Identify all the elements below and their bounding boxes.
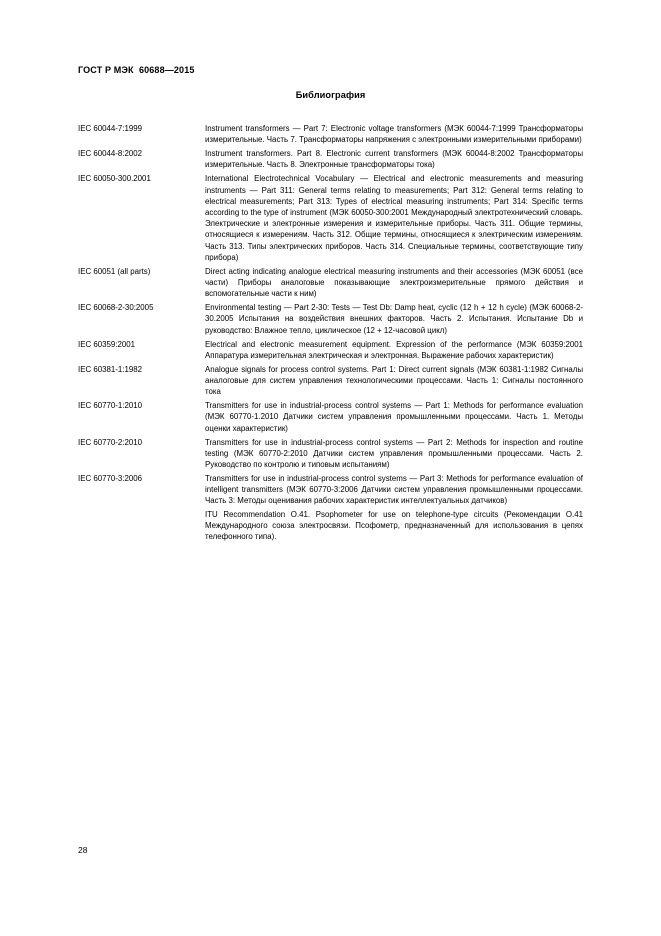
entry-code: IEC 60044-7:1999 bbox=[78, 124, 143, 133]
page-number: 28 bbox=[78, 845, 88, 855]
entry-description bbox=[205, 173, 583, 263]
entry-description bbox=[205, 148, 583, 170]
entry-text-itu: ITU Recommendation O.41. Psophometer for use on telephone-type circuits (Рекомендации О.41 Международного союза электросвязи. Псофометр, предназначенный для использования в цепях телефонного типа). bbox=[205, 509, 583, 542]
entry-description bbox=[205, 266, 583, 300]
bibliography-entry bbox=[78, 339, 583, 361]
entry-code: IEC 60068-2-30:2005 bbox=[78, 303, 154, 313]
bibliography-entry bbox=[78, 473, 583, 542]
entry-code: IEC 60770-2:2010 bbox=[78, 437, 143, 447]
entry-description bbox=[205, 400, 583, 434]
bibliography-list bbox=[78, 123, 583, 545]
entry-description bbox=[205, 437, 583, 471]
entry-code: IEC 60050-300.2001 bbox=[78, 174, 151, 184]
entry-text: Analogue signals for process control systems. Part 1: Direct current signals (МЭК 60381-1:1982 Сигналы аналоговые для систем управления технологическими процессами. Часть 1: Сигналы постоянного тока bbox=[205, 364, 583, 397]
bibliography-entry bbox=[78, 123, 583, 145]
bibliography-entry bbox=[78, 266, 583, 300]
entry-text: Transmitters for use in industrial-process control systems — Part 1: Methods for performance evaluation (МЭК 60770-1.2010 Датчики систем управления промышленными процессами. Часть 1. Методы оценки характеристик) bbox=[205, 401, 583, 433]
entry-code: IEC 60044-8:2002 bbox=[78, 149, 143, 159]
entry-text: Instrument transformers. Part 8. Electronic current transformers (МЭК 60044-8:2002 Трансформаторы измерительные. Часть 8. Электронные трансформаторы тока) bbox=[205, 149, 583, 170]
entry-text: Environmental testing — Part 2-30: Tests — Test Db: Damp heat, cyclic (12 h + 12 h cycle) (МЭК 60068-2-30.2005 Испытания на воздействия внешних факторов. Часть 2. Испытания. Испытание Db и руководство: Влажное тепло, циклическое (12 + 12-часовой цикл) bbox=[205, 303, 583, 335]
entry-description bbox=[205, 364, 583, 398]
entry-code: IEC 60359:2001 bbox=[78, 339, 136, 349]
entry-text: Transmitters for use in industrial-process control systems — Part 3: Methods for performance evaluation of intelligent transmitters (МЭК 60770-3:2006 Датчики систем управления промышленными процессами. Часть 3: Методы оценивания рабочих характеристик интеллектуальных датчиков) bbox=[205, 474, 583, 506]
entry-description bbox=[205, 473, 583, 542]
entry-code: IEC 60770-1:2010 bbox=[78, 401, 143, 411]
bibliography-entry bbox=[78, 400, 583, 434]
entry-text: Electrical and electronic measurement equipment. Expression of the performance (МЭК 60359:2001 Аппаратура измерительная электрическая и электронная. Выражение рабочих характеристик) bbox=[205, 339, 583, 360]
entry-code: IEC 60381-1:1982 bbox=[78, 364, 143, 374]
bibliography-entry bbox=[78, 148, 583, 170]
entry-text: International Electrotechnical Vocabulary — Electrical and electronic measurements and measuring instruments — Part 311: General terms relating to measurements; Part 312: General terms relating to electrical measurements; Part 313: Types of electrical measuring instruments; Part 314: Specific terms according to the type of instrument (МЭК 60050-300:2001 Международный электротехнический словарь. Электрические и электронные измерения и измерительные приборы. Часть 311. Общие термины, относящиеся к измерениям. Часть 312. Общие термины, относящиеся к электрическим измерениям. Часть 313. Типы электрических приборов. Часть 314. Специальные термины, соответствующие типу прибора) bbox=[205, 174, 583, 262]
bibliography-entry bbox=[78, 302, 583, 336]
entry-code: IEC 60051 (all parts) bbox=[78, 266, 151, 276]
running-header: ГОСТ Р МЭК 60688—2015 bbox=[78, 65, 195, 75]
entry-description bbox=[205, 302, 583, 336]
entry-code: IEC 60770-3:2006 bbox=[78, 474, 143, 484]
entry-text: Instrument transformers — Part 7: Electronic voltage transformers (МЭК 60044-7:1999 Трансформаторы измерительные. Часть 7. Трансформаторы напряжения с электронными измерительными приборами) bbox=[205, 124, 583, 145]
entry-text: Direct acting indicating analogue electrical measuring instruments and their accessories (МЭК 60051 (все части) Приборы аналоговые показывающие электроизмерительные прямого действия и вспомогательные части к ним) bbox=[205, 266, 583, 299]
entry-description bbox=[205, 339, 583, 361]
bibliography-entry bbox=[78, 364, 583, 398]
entry-text: Transmitters for use in industrial-process control systems — Part 2: Methods for inspection and routine testing (МЭК 60770-2:2010 Датчики систем управления промышленными процессами. Часть 2. Руководство по контролю и типовым испытаниям) bbox=[205, 437, 583, 470]
bibliography-entry bbox=[78, 173, 583, 263]
bibliography-entry bbox=[78, 437, 583, 471]
entry-description bbox=[205, 123, 583, 145]
page-title: Библиография bbox=[295, 90, 366, 100]
